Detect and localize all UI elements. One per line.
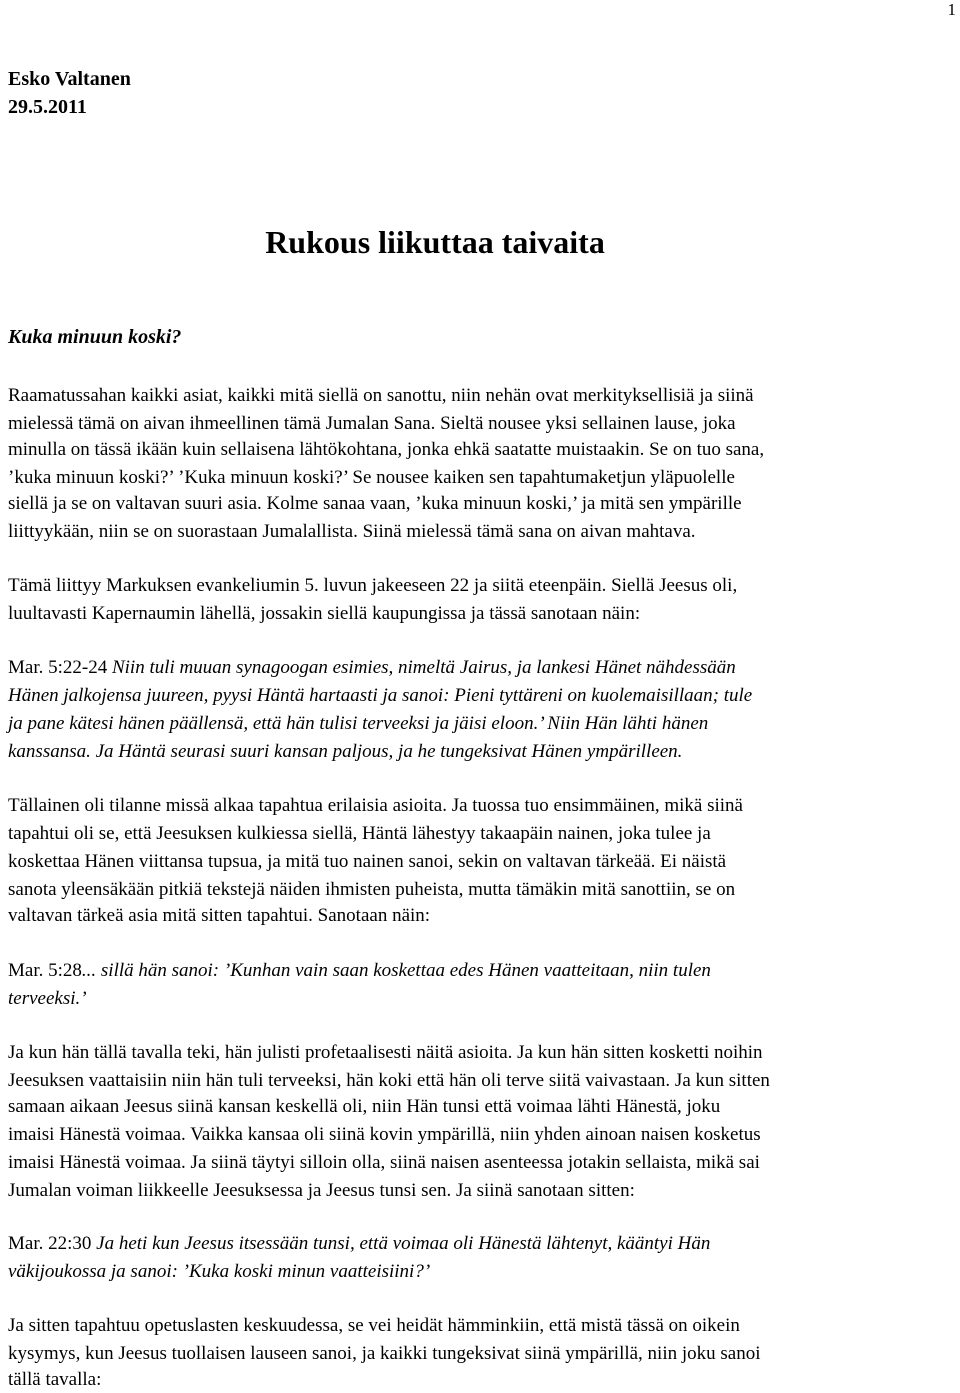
paragraph-text: kysymys, kun Jeesus tuollaisen lauseen sanoi, ja kaikki tungeksivat siinä ympärillä, niin joku sanoi [8,1343,761,1364]
text-line [8,739,682,765]
paragraph-text: siellä ja se on valtavan suuri asia. Kolme sanaa vaan, ’kuka minuun koski,’ ja mitä sen ympärille [8,493,742,514]
scripture-reference: Mar. 5:22-24 [8,657,112,678]
text-line [8,601,640,627]
paragraph-text: sanota yleensäkään pitkiä tekstejä näiden ihmisten puheista, mutta tämäkin mitä sanottiin, se on [8,879,736,900]
document-date: 29.5.2011 [8,96,87,118]
paragraph-text: mielessä tämä on aivan ihmeellinen tämä Jumalan Sana. Sieltä nousee yksi sellainen lause, joka [8,413,736,434]
scripture-reference: Mar. 5:28 [8,960,82,981]
text-line [8,411,736,437]
text-line [8,849,726,875]
scripture-reference: Mar. 22:30 [8,1233,92,1254]
paragraph-text: Jumalan voiman liikkeelle Jeesuksessa ja Jeesus tunsi sen. Ja siinä sanotaan sitten: [8,1180,635,1201]
text-line [8,711,708,737]
text-line [8,1259,430,1285]
text-line [8,1122,761,1148]
paragraph-text: imaisi Hänestä voimaa. Vaikka kansaa oli siinä kovin ympärillä, niin yhden ainoan naisen kosketus [8,1124,761,1145]
text-line [8,1094,720,1120]
text-line [8,1367,101,1393]
paragraph-text: Ja sitten tapahtuu opetuslasten keskuudessa, se vei heidät hämminkiin, että mistä tässä on oikein [8,1315,740,1336]
paragraph-text: liittyykään, niin se on suorastaan Jumalallista. Siinä mielessä tämä sana on aivan mahtava. [8,521,696,542]
paragraph-text: tällä tavalla: [8,1369,102,1390]
paragraph-text: Tällainen oli tilanne missä alkaa tapahtua erilaisia asioita. Ja tuossa tuo ensimmäinen, mikä siinä [8,795,743,816]
scripture-quote: terveeksi.’ [8,988,87,1009]
scripture-quote: Niin tuli muuan synagoogan esimies, nimeltä Jairus, ja lankesi Hänet nähdessään [111,657,736,678]
paragraph-text: tapahtui oli se, että Jeesuksen kulkiessa siellä, Häntä lähestyy takaapäin nainen, joka tulee ja [8,823,711,844]
text-line [8,573,737,599]
text-line [8,1313,740,1339]
text-line [8,655,736,681]
scripture-quote: Ja heti kun Jeesus itsessään tunsi, että voimaa oli Hänestä lähtenyt, kääntyi Hän [91,1233,711,1254]
paragraph-text: samaan aikaan Jeesus siinä kansan keskellä oli, niin Hän tunsi että voimaa lähti Hänestä, joku [8,1096,721,1117]
text-line [8,1150,760,1176]
paragraph-text: luultavasti Kapernaumin lähellä, jossakin siellä kaupungissa ja tässä sanotaan näin: [8,603,641,624]
paragraph-text: imaisi Hänestä voimaa. Ja siinä täytyi silloin olla, siinä naisen asenteessa jotakin sellaista, mikä sai [8,1152,760,1173]
section-subtitle: Kuka minuun koski? [8,326,182,348]
text-line [8,1068,770,1094]
text-line [8,958,711,984]
scripture-quote: väkijoukossa ja sanoi: ’Kuka koski minun vaatteisiini?’ [8,1261,431,1282]
scripture-quote: ... sillä hän sanoi: ’Kunhan vain saan koskettaa edes Hänen vaatteitaan, niin tulen [81,960,711,981]
text-line [8,793,743,819]
text-line [8,683,752,709]
paragraph-text: Raamatussahan kaikki asiat, kaikki mitä siellä on sanottu, niin nehän ovat merkityksellisiä ja siinä [8,385,754,406]
text-line [8,383,754,409]
scripture-quote: kanssansa. Ja Häntä seurasi suuri kansan paljous, ja he tungeksivat Hänen ympärilleen. [8,741,683,762]
text-line [8,519,696,545]
page-number: 1 [947,0,956,19]
text-line [8,821,711,847]
text-line [8,877,735,903]
paragraph-text: minulla on tässä ikään kuin sellaisena lähtökohtana, jonka ehkä saatatte muistaakin. Se on tuo sana, [8,439,765,460]
text-line [8,491,742,517]
paragraph-text: koskettaa Hänen viittansa tupsua, ja mitä tuo nainen sanoi, sekin on valtavan tärkeää. Ei näistä [8,851,727,872]
text-line [8,986,87,1012]
document-title: Rukous liikuttaa taivaita [265,224,605,260]
text-line [8,903,430,929]
text-line [8,465,735,491]
text-line [8,1040,763,1066]
scripture-quote: Hänen jalkojensa juureen, pyysi Häntä hartaasti ja sanoi: Pieni tyttäreni on kuolemaisillaan; tule [8,685,753,706]
paragraph-text: ’kuka minuun koski?’ ’Kuka minuun koski?’ Se nousee kaiken sen tapahtumaketjun yläpuolelle [8,467,735,488]
paragraph-text: Jeesuksen vaattaisiin niin hän tuli terveeksi, hän koki että hän oli terve siitä vaivastaan. Ja kun sitten [8,1070,770,1091]
text-line [8,1231,710,1257]
text-line [8,1178,635,1204]
paragraph-text: Ja kun hän tällä tavalla teki, hän julisti profetaalisesti näitä asioita. Ja kun hän sitten kosketti noihin [8,1042,763,1063]
text-line [8,437,764,463]
scripture-quote: ja pane kätesi hänen päällensä, että hän tulisi terveeksi ja jäisi eloon.’ Niin Hän lähti hänen [8,713,709,734]
author-name: Esko Valtanen [8,68,131,90]
paragraph-text: valtavan tärkeä asia mitä sitten tapahtui. Sanotaan näin: [8,905,431,926]
text-line [8,1341,761,1367]
paragraph-text: Tämä liittyy Markuksen evankeliumin 5. luvun jakeeseen 22 ja siitä eteenpäin. Siellä Jeesus oli, [8,575,738,596]
